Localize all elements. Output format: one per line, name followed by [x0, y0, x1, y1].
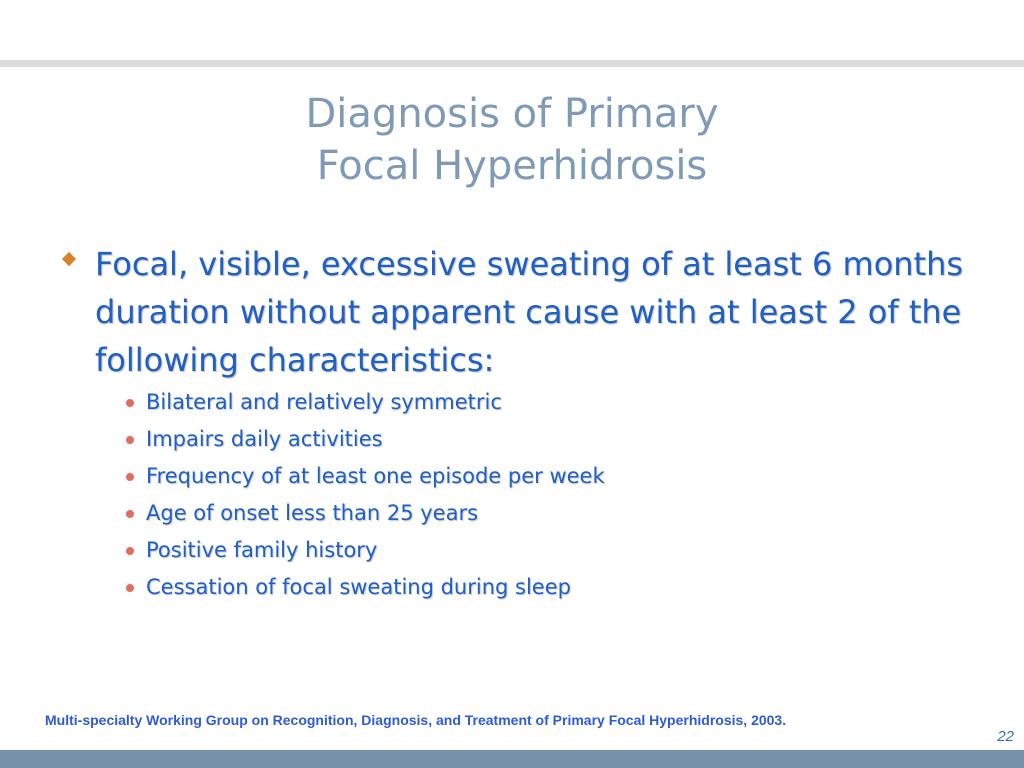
list-item: [124, 495, 605, 532]
list-item: [124, 421, 605, 458]
list-item: [124, 569, 605, 606]
top-divider: [0, 60, 1024, 67]
list-item: [124, 384, 605, 421]
title-line-2: Focal Hyperhidrosis: [316, 143, 708, 189]
main-bullet-text: Focal, visible, excessive sweating of at least 6 months duration without apparent cause with at least 2 of the following characteristics:: [95, 245, 964, 379]
list-item: [124, 458, 605, 495]
page-number: 22: [997, 728, 1014, 745]
title-line-1: Diagnosis of Primary: [305, 91, 719, 137]
slide-title: [0, 88, 1024, 192]
list-item-text: Frequency of at least one episode per week: [146, 464, 605, 488]
round-bullet-icon: [126, 399, 134, 407]
citation: Multi-specialty Working Group on Recognition, Diagnosis, and Treatment of Primary Focal Hyperhidrosis, 2003.: [45, 712, 787, 728]
round-bullet-icon: [126, 473, 134, 481]
main-bullet: [64, 240, 964, 384]
characteristics-list: [124, 384, 605, 606]
bottom-bar: [0, 750, 1024, 768]
round-bullet-icon: [126, 510, 134, 518]
list-item-text: Impairs daily activities: [146, 427, 383, 451]
list-item-text: Age of onset less than 25 years: [146, 501, 479, 525]
list-item-text: Bilateral and relatively symmetric: [146, 390, 502, 414]
round-bullet-icon: [126, 547, 134, 555]
list-item: [124, 532, 605, 569]
round-bullet-icon: [126, 584, 134, 592]
list-item-text: Positive family history: [146, 538, 378, 562]
round-bullet-icon: [126, 436, 134, 444]
diamond-bullet-icon: [62, 252, 76, 266]
list-item-text: Cessation of focal sweating during sleep: [146, 575, 571, 599]
